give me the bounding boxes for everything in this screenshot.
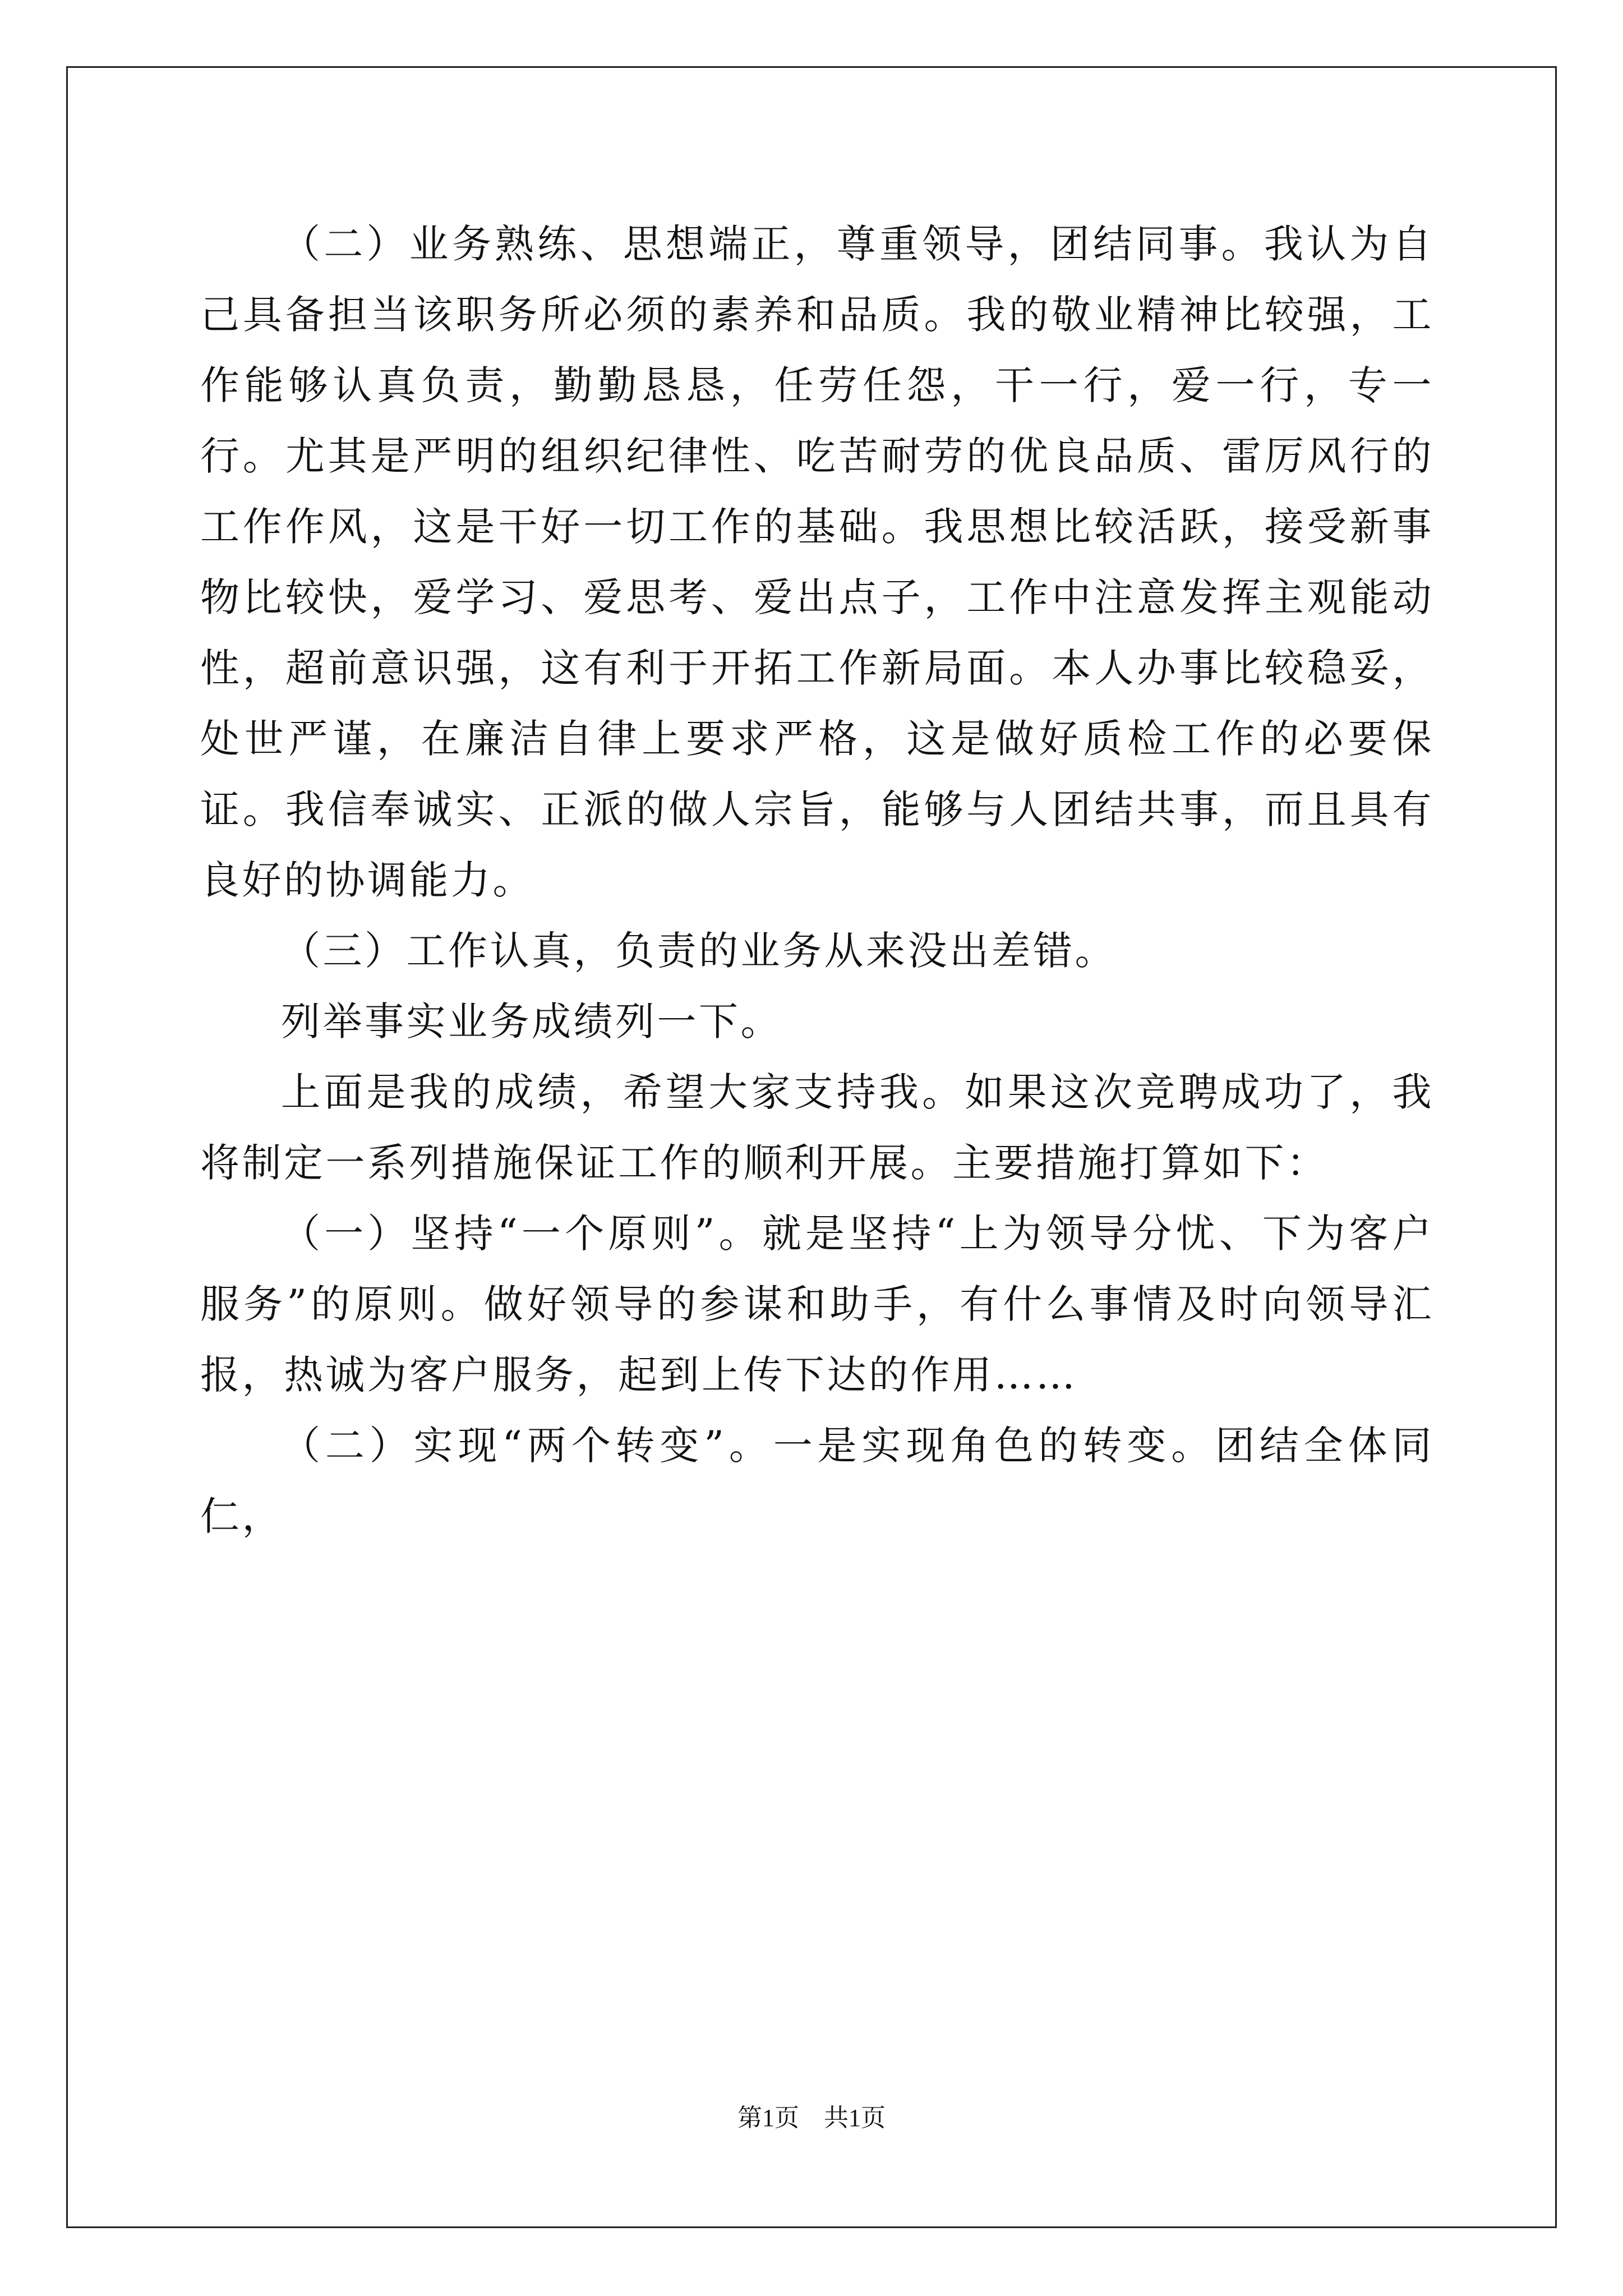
paragraph-list-achievements: 列举事实业务成绩列一下。 [281, 999, 782, 1045]
paragraph-no-errors: （三）工作认真，负责的业务从来没出差错。 [281, 928, 1117, 974]
paragraph-two-transitions: （二）实现“两个转变”。一是实现角色的转变。团结全体同仁， [200, 1423, 1434, 1539]
paragraph-qualities: （二）业务熟练、思想端正，尊重领导，团结同事。我认为自己具备担当该职务所必须的素养和品质。我的敬业精神比较强，工作能够认真负责，勤勤恳恳，任劳任怨，干一行，爱一行，专一行。尤其是严明的组织纪律性、吃苦耐劳的优良品质、雷厉风行的工作作风，这是干好一切工作的基础。我思想比较活跃，接受新事物比较快，爱学习、爱思考、爱出点子，工作中注意发挥主观能动性，超前意识强，这有利于开拓工作新局面。本人办事比较稳妥，处世严谨，在廉洁自律上要求严格，这是做好质检工作的必要保证。我信奉诚实、正派的做人宗旨，能够与人团结共事，而且具有良好的协调能力。 [200, 221, 1434, 903]
paragraph-one-principle: （一）坚持“一个原则”。就是坚持“上为领导分忧、下为客户服务”的原则。做好领导的参谋和助手，有什么事情及时向领导汇报，热诚为客户服务，起到上传下达的作用…… [200, 1211, 1434, 1398]
page-number-footer: 第1页 共1页 [737, 2104, 886, 2132]
paragraph-measures-intro: 上面是我的成绩，希望大家支持我。如果这次竞聘成功了，我将制定一系列措施保证工作的顺利开展。主要措施打算如下： [200, 1069, 1434, 1186]
document-body [200, 209, 1434, 1552]
